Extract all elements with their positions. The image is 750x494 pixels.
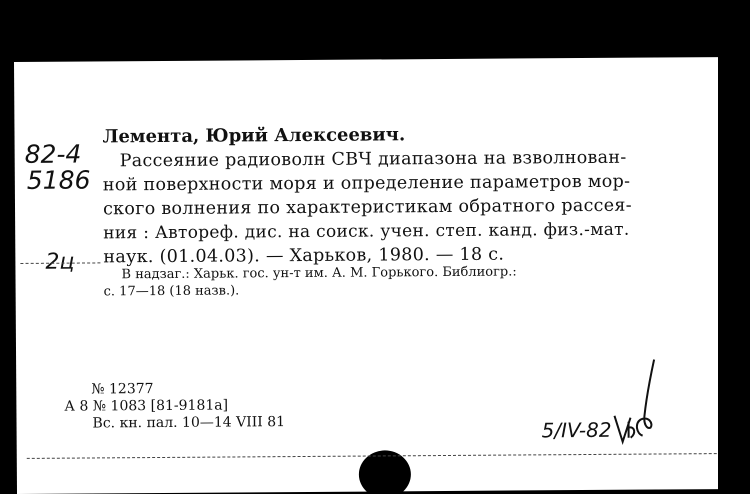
description-line-2: ной поверхности моря и определение параметров мор- [102,171,631,196]
description-line-3: ского волнения по характеристикам обратного рассея- [102,195,633,220]
description-line-4: ния : Автореф. дис. на соиск. учен. степ. канд. физ.-мат. [103,219,630,244]
shelf-mark-line-2: 5186 [26,165,91,195]
catalog-order: А 8 № 1083 [81-9181а] [64,397,229,415]
catalog-printing: Вс. кн. пал. 10—14 VIII 81 [92,414,286,432]
catalog-number: № 12377 [91,381,154,398]
description-line-5: наук. (01.04.03). — Харьков, 1980. — 18 с. [103,244,505,268]
library-card [14,57,722,494]
signature-mark [606,357,667,447]
note-line-2: с. 17—18 (18 назв.). [103,283,240,300]
note-line-1: В надзаг.: Харьк. гос. ун-т им. А. М. Горького. Библиогр.: [121,264,517,283]
scan-border-right [718,40,750,494]
description-line-1: Рассеяние радиоволн СВЧ диапазона на взволнован- [119,147,627,172]
ink-blot [359,450,411,494]
handwritten-date: 5/IV-82 [541,417,612,443]
author-heading: Лемента, Юрий Алексеевич. [102,124,406,148]
shelf-mark-line-1: 82-4 [24,139,82,169]
shelf-mark-line-3: 2ц [45,249,75,275]
